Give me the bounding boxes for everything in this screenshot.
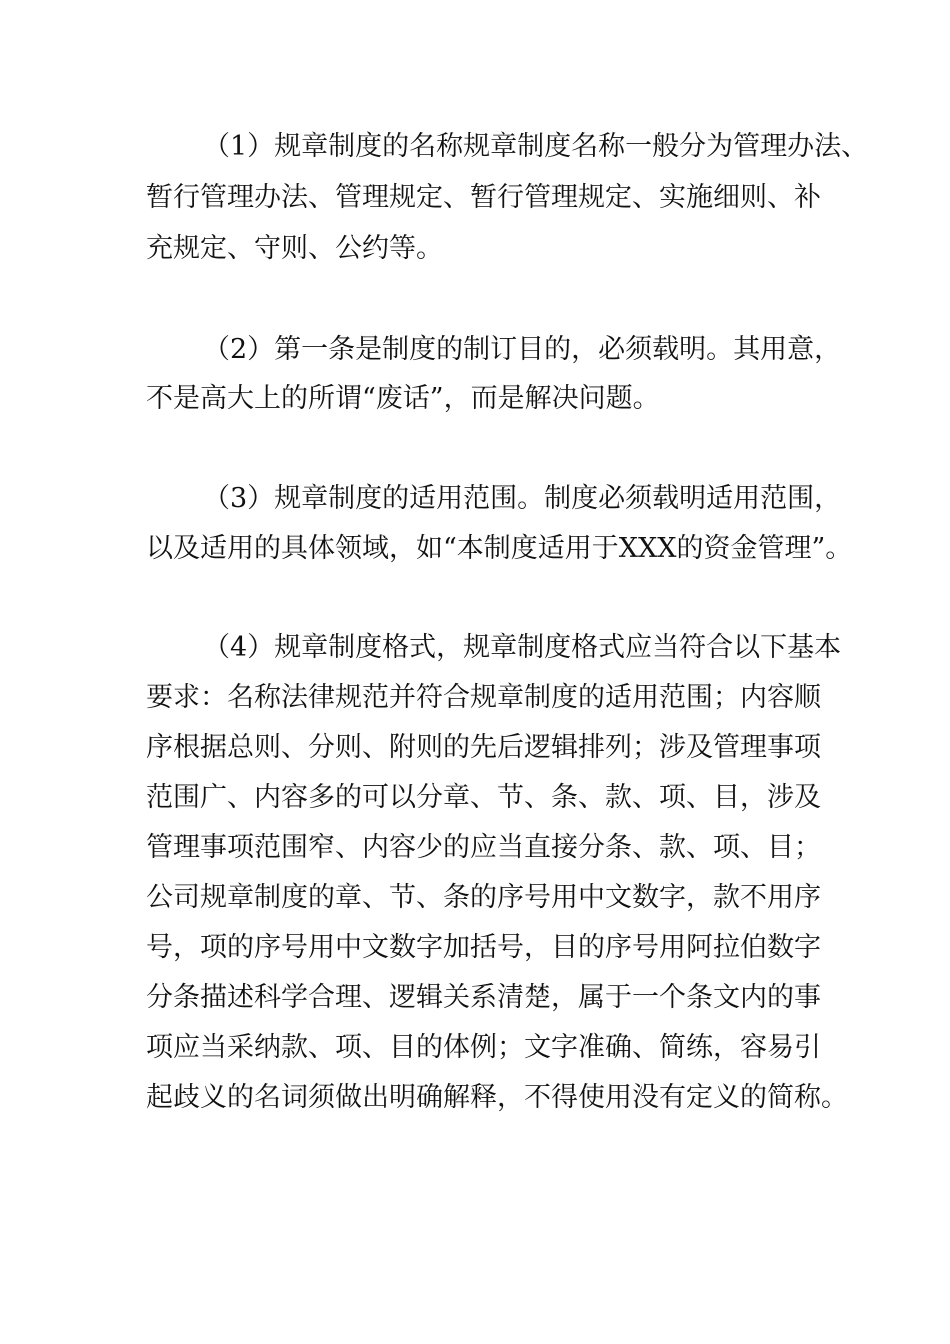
paragraph-4-line-10: 起歧义的名词须做出明确解释，不得使用没有定义的简称。 bbox=[146, 1082, 848, 1113]
paragraph-1-line-2: 暂行管理办法、管理规定、暂行管理规定、实施细则、补 bbox=[146, 182, 821, 213]
paragraph-4-line-7: 号，项的序号用中文数字加括号，目的序号用阿拉伯数字 bbox=[146, 932, 821, 963]
paragraph-4-line-1: （4）规章制度格式，规章制度格式应当符合以下基本 bbox=[203, 632, 842, 663]
paragraph-4-line-2: 要求：名称法律规范并符合规章制度的适用范围；内容顺 bbox=[146, 682, 821, 713]
paragraph-4-line-9: 项应当采纳款、项、目的体例；文字准确、简练，容易引 bbox=[146, 1032, 821, 1063]
paragraph-1-line-3: 充规定、守则、公约等。 bbox=[146, 233, 443, 264]
paragraph-2-line-2: 不是高大上的所谓“废话”，而是解决问题。 bbox=[146, 383, 660, 414]
paragraph-4-line-4: 范围广、内容多的可以分章、节、条、款、项、目，涉及 bbox=[146, 782, 821, 813]
paragraph-4-line-8: 分条描述科学合理、逻辑关系清楚，属于一个条文内的事 bbox=[146, 982, 821, 1013]
paragraph-4-line-5: 管理事项范围窄、内容少的应当直接分条、款、项、目； bbox=[146, 832, 821, 863]
paragraph-4-line-3: 序根据总则、分则、附则的先后逻辑排列；涉及管理事项 bbox=[146, 732, 821, 763]
paragraph-3-line-1: （3）规章制度的适用范围。制度必须载明适用范围， bbox=[203, 483, 842, 514]
paragraph-4-line-6: 公司规章制度的章、节、条的序号用中文数字，款不用序 bbox=[146, 882, 821, 913]
paragraph-1-line-1: （1）规章制度的名称规章制度名称一般分为管理办法、 bbox=[203, 131, 869, 162]
paragraph-2-line-1: （2）第一条是制度的制订目的，必须载明。其用意， bbox=[203, 334, 842, 365]
paragraph-3-line-2: 以及适用的具体领域，如“本制度适用于XXX的资金管理”。 bbox=[146, 533, 853, 564]
